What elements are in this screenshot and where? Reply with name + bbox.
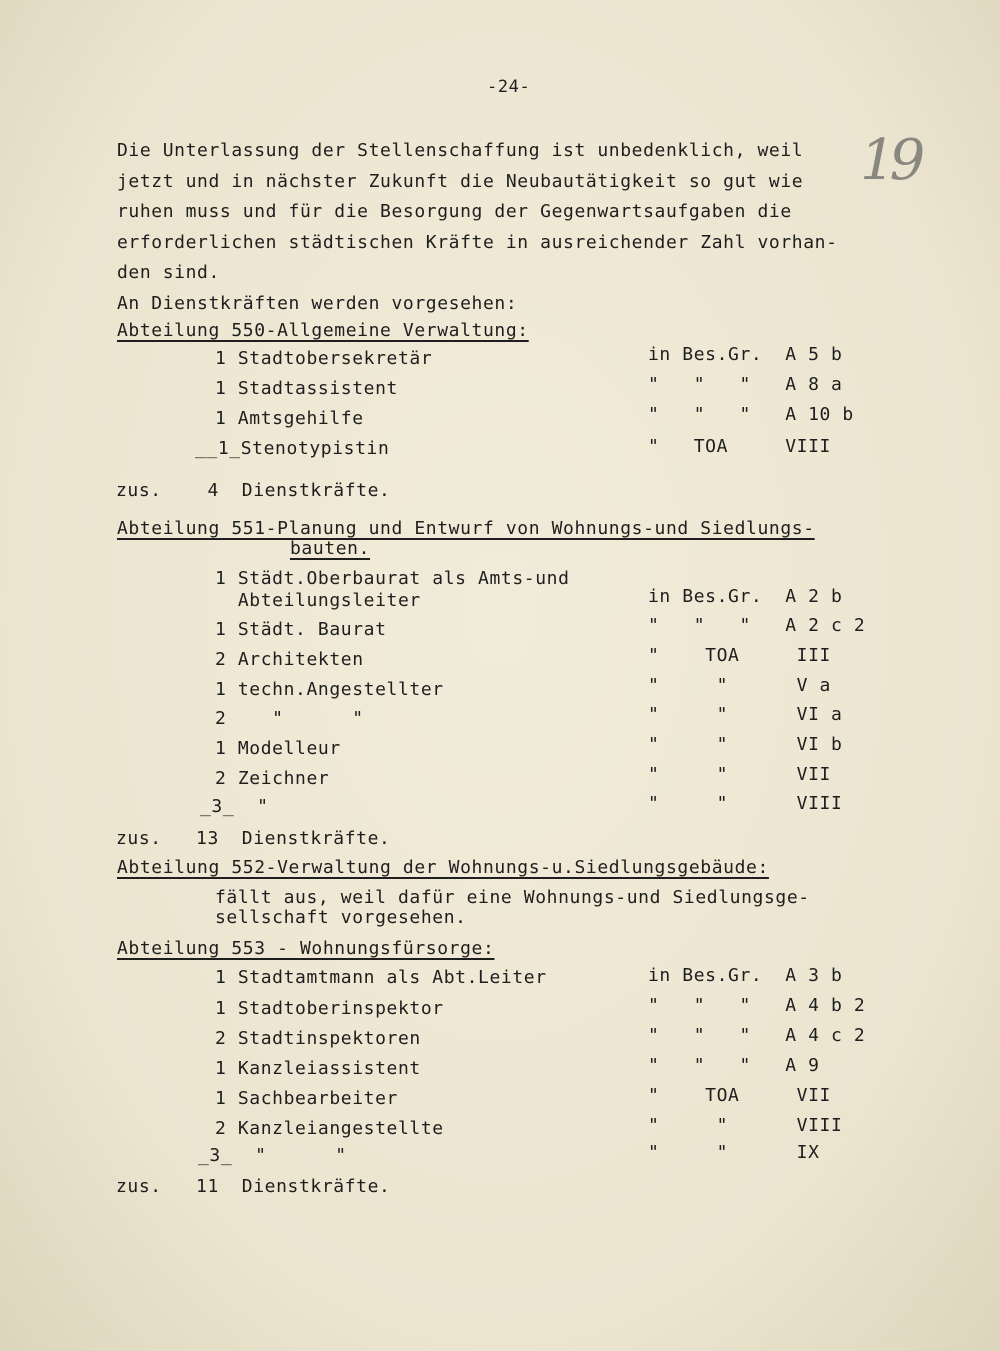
- pay-grade: " " " A 4 b 2: [648, 995, 866, 1016]
- staff-entry: 1 Stadtassistent: [215, 378, 398, 399]
- staff-entry: 1 Städt.Oberbaurat als Amts-und: [215, 568, 570, 589]
- pay-grade: in Bes.Gr. A 3 b: [648, 965, 843, 986]
- staff-entry: 1 Kanzleiassistent: [215, 1058, 421, 1079]
- section-text-line: sellschaft vorgesehen.: [215, 907, 467, 928]
- pay-grade: " TOA VII: [648, 1085, 831, 1106]
- section-heading-551: Abteilung 551-Planung und Entwurf von Wohnungs-und Siedlungs-: [117, 518, 815, 539]
- pay-grade: " " VI b: [648, 734, 843, 755]
- pay-grade: " " IX: [648, 1142, 820, 1163]
- pay-grade: " " " A 2 c 2: [648, 615, 866, 636]
- section-heading-553: Abteilung 553 - Wohnungsfürsorge:: [117, 938, 495, 959]
- pay-grade: " " VIII: [648, 1115, 843, 1136]
- section-total: zus. 4 Dienstkräfte.: [116, 480, 391, 501]
- staff-entry: Abteilungsleiter: [215, 590, 421, 611]
- staff-entry: 1 Stadtobersekretär: [215, 348, 433, 369]
- section-total: zus. 13 Dienstkräfte.: [116, 828, 391, 849]
- section-text-line: fällt aus, weil dafür eine Wohnungs-und Siedlungsge-: [215, 887, 810, 908]
- intro-line: erforderlichen städtischen Kräfte in ausreichender Zahl vorhan-: [117, 231, 838, 253]
- pay-grade: " TOA VIII: [648, 436, 831, 457]
- section-heading-552: Abteilung 552-Verwaltung der Wohnungs-u.Siedlungsgebäude:: [117, 857, 769, 878]
- staff-entry: 2 Kanzleiangestellte: [215, 1118, 444, 1139]
- staff-entry: 1 Modelleur: [215, 738, 341, 759]
- pay-grade: " " VII: [648, 764, 831, 785]
- pay-grade: " " VI a: [648, 704, 843, 725]
- pay-grade: in Bes.Gr. A 5 b: [648, 344, 843, 365]
- staff-entry: 1 Sachbearbeiter: [215, 1088, 398, 1109]
- pay-grade: in Bes.Gr. A 2 b: [648, 586, 843, 607]
- staff-entry: _3_ ": [200, 796, 269, 817]
- section-heading-551-cont: bauten.: [290, 538, 371, 559]
- staff-entry: 2 Zeichner: [215, 768, 330, 789]
- pay-grade: " " " A 10 b: [648, 404, 854, 425]
- section-total: zus. 11 Dienstkräfte.: [116, 1176, 391, 1197]
- intro-line: An Dienstkräften werden vorgesehen:: [117, 292, 518, 314]
- staff-entry: __1_Stenotypistin: [195, 438, 390, 459]
- staff-entry: 1 techn.Angestellter: [215, 679, 444, 700]
- staff-entry: _3_ " ": [198, 1145, 347, 1166]
- page-number: -24-: [487, 77, 531, 97]
- intro-line: den sind.: [117, 262, 220, 283]
- intro-line: jetzt und in nächster Zukunft die Neubautätigkeit so gut wie: [117, 170, 804, 192]
- staff-entry: 1 Stadtoberinspektor: [215, 998, 444, 1019]
- pay-grade: " " " A 8 a: [648, 374, 843, 395]
- pay-grade: " " VIII: [648, 793, 843, 814]
- staff-entry: 1 Städt. Baurat: [215, 619, 387, 640]
- pay-grade: " " V a: [648, 675, 831, 696]
- handwritten-margin-note: 19: [860, 128, 920, 193]
- intro-line: ruhen muss und für die Besorgung der Gegenwartsaufgaben die: [117, 201, 792, 222]
- section-heading-550: Abteilung 550-Allgemeine Verwaltung:: [117, 320, 529, 341]
- staff-entry: 1 Stadtamtmann als Abt.Leiter: [215, 967, 547, 988]
- intro-line: Die Unterlassung der Stellenschaffung ist unbedenklich, weil: [117, 140, 804, 161]
- staff-entry: 2 Architekten: [215, 649, 364, 670]
- pay-grade: " " " A 9: [648, 1055, 820, 1076]
- pay-grade: " TOA III: [648, 645, 831, 666]
- intro-paragraph: [117, 136, 897, 319]
- staff-entry: 2 " ": [215, 708, 364, 729]
- staff-entry: 2 Stadtinspektoren: [215, 1028, 421, 1049]
- pay-grade: " " " A 4 c 2: [648, 1025, 866, 1046]
- staff-entry: 1 Amtsgehilfe: [215, 408, 364, 429]
